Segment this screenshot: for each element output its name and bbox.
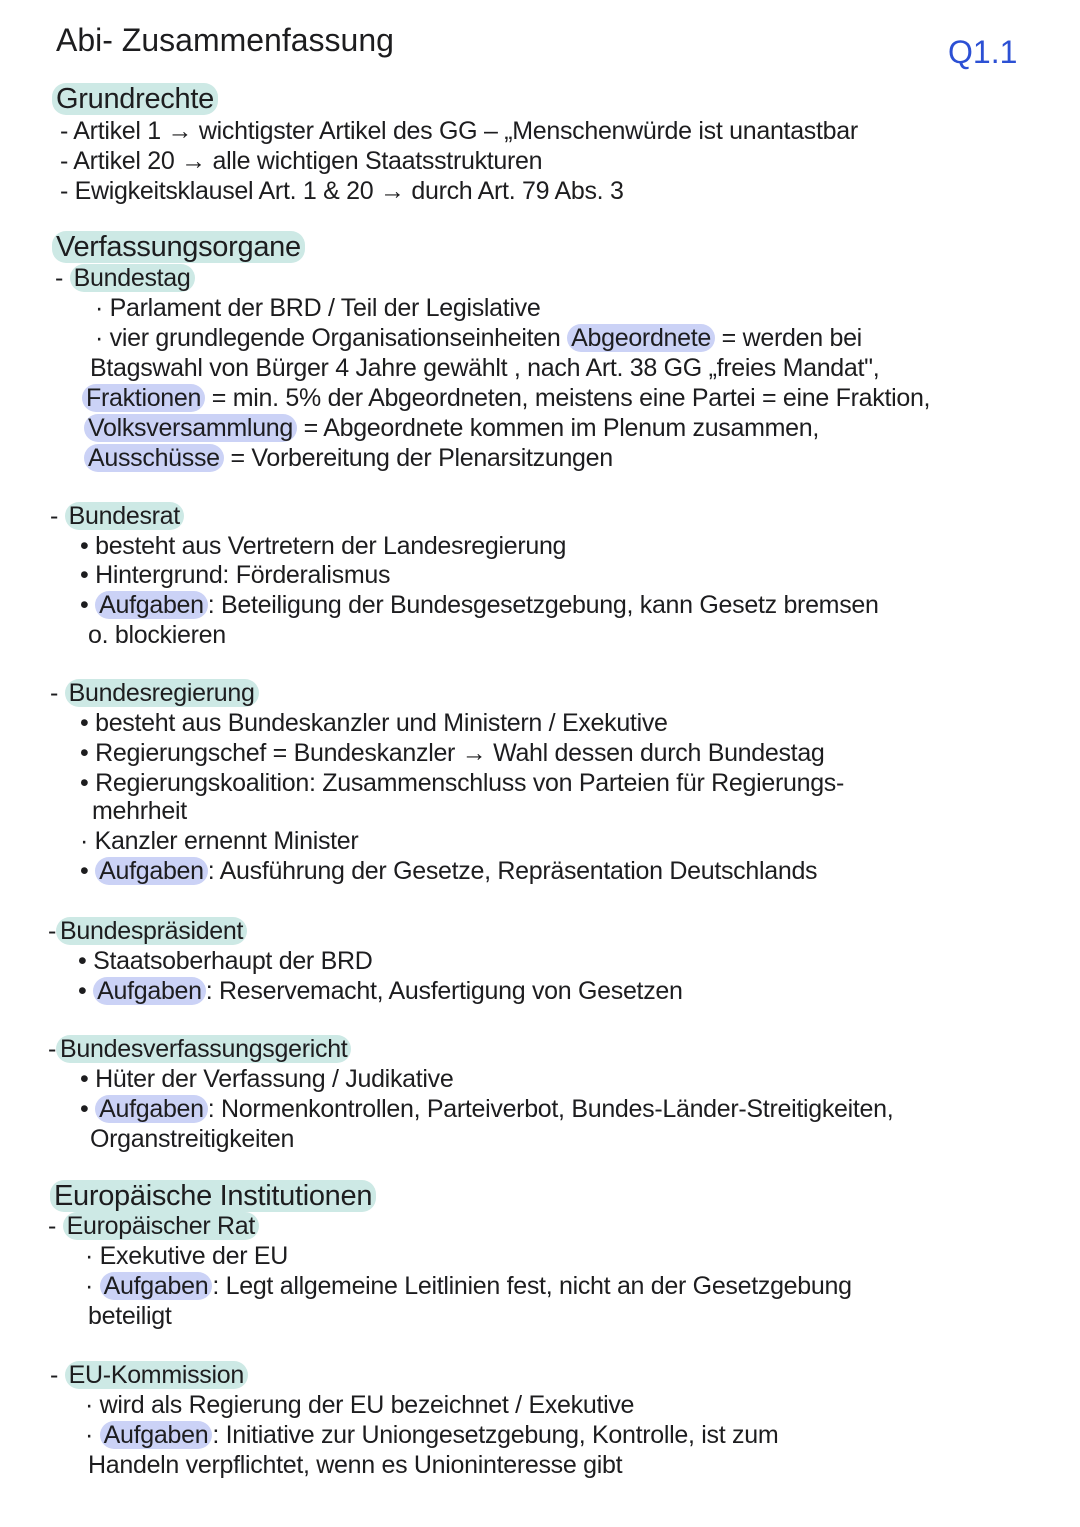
section-heading: [50, 1181, 376, 1211]
highlighted-heading: Verfassungsorgane: [52, 231, 305, 263]
note-line: [82, 383, 930, 413]
note-text: · vier grundlegende Organisationseinheiten: [95, 324, 568, 352]
note-line: [50, 1360, 248, 1390]
note-text: : Legt allgemeine Leitlinien fest, nicht an der Gesetzgebung: [212, 1272, 852, 1300]
note-line: [80, 708, 668, 738]
note-text: · wird als Regierung der EU bezeichnet / Exekutive: [85, 1391, 635, 1419]
note-line: [80, 768, 844, 798]
note-text: · Parlament der BRD / Teil der Legislative: [95, 294, 541, 322]
note-line: [80, 590, 879, 620]
note-line: [84, 443, 613, 473]
note-line: [90, 1124, 294, 1154]
note-text: : Normenkontrollen, Parteiverbot, Bundes-Länder-Streitigkeiten,: [207, 1095, 894, 1123]
highlighted-heading: Bundespräsident: [56, 917, 247, 945]
note-line: [95, 293, 540, 323]
note-text: -: [50, 502, 65, 530]
note-text: •: [80, 1095, 96, 1123]
note-line: [88, 1301, 171, 1331]
note-text: = Abgeordnete kommen im Plenum zusammen,: [297, 414, 820, 442]
note-line: [50, 501, 184, 531]
note-text: -: [48, 1212, 63, 1240]
highlighted-heading: Grundrechte: [52, 83, 218, 115]
note-text: o. blockieren: [88, 621, 226, 649]
highlighted-heading: Bundesregierung: [65, 679, 259, 707]
note-text: • Staatsoberhaupt der BRD: [78, 947, 373, 975]
note-text: •: [80, 591, 96, 619]
note-text: -: [50, 679, 65, 707]
note-text: : Beteiligung der Bundesgesetzgebung, kann Gesetz bremsen: [207, 591, 879, 619]
note-line: [85, 1271, 852, 1301]
note-line: [80, 560, 390, 590]
note-text: •: [78, 977, 94, 1005]
note-text: Organstreitigkeiten: [90, 1125, 295, 1153]
note-text: beteiligt: [88, 1302, 172, 1330]
note-line: [60, 116, 858, 146]
note-line: [60, 176, 624, 206]
note-text: = min. 5% der Abgeordneten, meistens eine Partei = eine Fraktion,: [205, 384, 931, 412]
note-text: · Kanzler ernennt Minister: [80, 827, 359, 855]
highlighted-keyword: Abgeordnete: [567, 324, 715, 352]
highlighted-keyword: Aufgaben: [100, 1272, 213, 1300]
note-line: [85, 1390, 634, 1420]
note-text: = werden bei: [715, 324, 862, 352]
highlighted-heading: Bundesverfassungsgericht: [56, 1035, 351, 1063]
highlighted-keyword: Aufgaben: [95, 591, 208, 619]
note-line: [80, 531, 566, 561]
note-text: - Artikel 20 → alle wichtigen Staatsstrukturen: [60, 147, 543, 175]
section-heading: [52, 232, 305, 262]
note-text: -: [50, 1361, 65, 1389]
note-text: - Artikel 1 → wichtigster Artikel des GG – „Menschenwürde ist unantastbar: [60, 117, 858, 145]
highlighted-heading: Europäische Institutionen: [50, 1180, 376, 1212]
note-line: [48, 916, 247, 946]
note-text: • Hüter der Verfassung / Judikative: [80, 1065, 454, 1093]
highlighted-keyword: Aufgaben: [93, 977, 206, 1005]
note-text: · Exekutive der EU: [85, 1242, 289, 1270]
note-text: -: [48, 1035, 57, 1063]
note-line: [48, 1034, 351, 1064]
note-text: mehrheit: [92, 797, 187, 825]
note-text: : Reservemacht, Ausfertigung von Gesetzen: [205, 977, 683, 1005]
note-line: [55, 263, 195, 293]
note-text: -: [55, 264, 70, 292]
page-label: Q1.1: [948, 34, 1018, 70]
note-line: [50, 678, 259, 708]
note-text: • besteht aus Bundeskanzler und Ministern / Exekutive: [80, 709, 668, 737]
note-text: ·: [85, 1272, 100, 1300]
highlighted-heading: Europäischer Rat: [63, 1212, 259, 1240]
note-text: •: [80, 857, 96, 885]
note-text: • Regierungskoalition: Zusammenschluss von Parteien für Regierungs-: [80, 769, 845, 797]
note-line: [48, 1211, 259, 1241]
note-text: ·: [85, 1421, 100, 1449]
document-title: Abi- Zusammenfassung: [56, 22, 394, 58]
note-line: [90, 353, 879, 383]
note-text: Btagswahl von Bürger 4 Jahre gewählt , nach Art. 38 GG „freies Mandat",: [90, 354, 880, 382]
note-line: [60, 146, 542, 176]
note-line: [85, 1420, 778, 1450]
note-line: [78, 946, 372, 976]
note-line: [88, 620, 226, 650]
highlighted-heading: Bundestag: [70, 264, 195, 292]
note-line: [80, 856, 817, 886]
note-line: [88, 1450, 622, 1480]
note-text: - Ewigkeitsklausel Art. 1 & 20 → durch Art. 79 Abs. 3: [60, 177, 624, 205]
highlighted-keyword: Ausschüsse: [84, 444, 224, 472]
note-line: [95, 323, 862, 353]
note-text: = Vorbereitung der Plenarsitzungen: [223, 444, 613, 472]
highlighted-heading: Bundesrat: [65, 502, 184, 530]
highlighted-keyword: Volksversammlung: [84, 414, 297, 442]
note-line: [92, 796, 187, 826]
note-text: • Regierungschef = Bundeskanzler → Wahl dessen durch Bundestag: [80, 739, 825, 767]
note-text: -: [48, 917, 57, 945]
note-text: : Ausführung der Gesetze, Repräsentation Deutschlands: [207, 857, 818, 885]
note-text: : Initiative zur Uniongesetzgebung, Kontrolle, ist zum: [212, 1421, 779, 1449]
note-line: [85, 1241, 288, 1271]
note-line: [80, 738, 825, 768]
highlighted-keyword: Aufgaben: [95, 857, 208, 885]
highlighted-keyword: Aufgaben: [95, 1095, 208, 1123]
highlighted-keyword: Fraktionen: [82, 384, 205, 412]
note-line: [80, 1064, 453, 1094]
note-text: • Hintergrund: Förderalismus: [80, 561, 391, 589]
highlighted-heading: EU-Kommission: [65, 1361, 248, 1389]
note-line: [78, 976, 683, 1006]
highlighted-keyword: Aufgaben: [100, 1421, 213, 1449]
note-line: [80, 1094, 893, 1124]
note-text: • besteht aus Vertretern der Landesregierung: [80, 532, 567, 560]
note-line: [80, 826, 358, 856]
note-line: [84, 413, 819, 443]
section-heading: [52, 84, 218, 114]
note-text: Handeln verpflichtet, wenn es Unioninteresse gibt: [88, 1451, 623, 1479]
